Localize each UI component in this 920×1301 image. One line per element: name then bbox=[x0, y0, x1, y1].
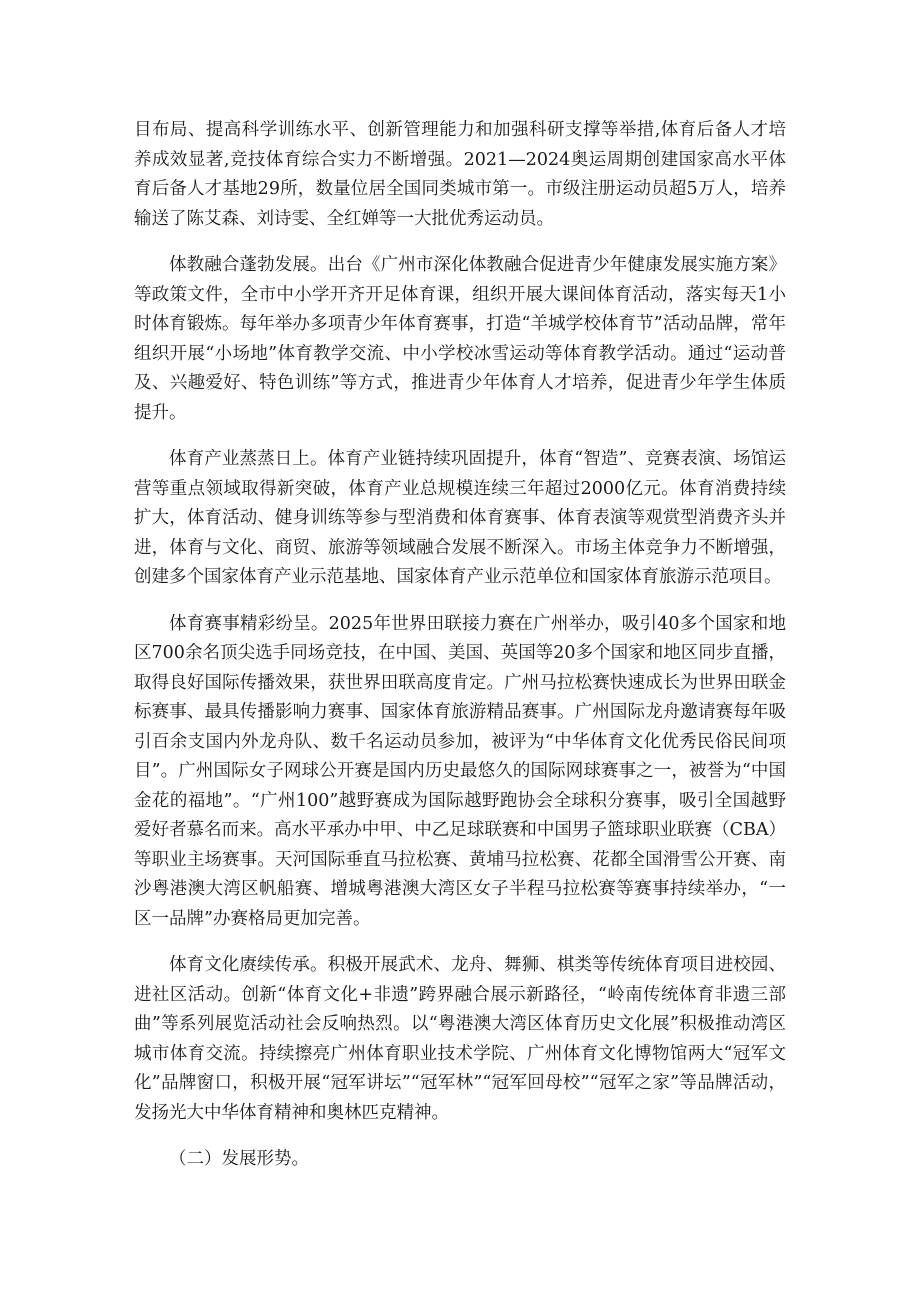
paragraph-athlete-training: 目布局、提高科学训练水平、创新管理能力和加强科研支撑等举措,体育后备人才培养成效显著,竞技体育综合实力不断增强。2021—2024奥运周期创建国家高水平体育后备人才基地29所，数量位居全国同类城市第一。市级注册运动员超5万人，培养输送了陈艾森、刘诗雯、全红婵等一大批优秀运动员。 bbox=[134, 120, 786, 229]
section-heading-development-situation: （二）发展形势。 bbox=[169, 1149, 309, 1169]
document-body bbox=[134, 116, 786, 1192]
paragraph-sports-culture: 体育文化赓续传承。积极开展武术、龙舟、舞狮、棋类等传统体育项目进校园、进社区活动。创新“体育文化+非遗”跨界融合展示新路径，“岭南传统体育非遗三部曲”等系列展览活动社会反响热烈。以“粤港澳大湾区体育历史文化展”积极推动湾区城市体育交流。持续擦亮广州体育职业技术学院、广州体育文化博物馆两大“冠军文化”品牌窗口，积极开展“冠军讲坛”“冠军林”“冠军回母校”“冠军之家”等品牌活动，发扬光大中华体育精神和奥林匹克精神。 bbox=[134, 955, 786, 1123]
paragraph-sports-industry: 体育产业蒸蒸日上。体育产业链持续巩固提升，体育“智造”、竞赛表演、场馆运营等重点领域取得新突破，体育产业总规模连续三年超过2000亿元。体育消费持续扩大，体育活动、健身训练等参与型消费和体育赛事、体育表演等观赏型消费齐头并进，体育与文化、商贸、旅游等领域融合发展不断深入。市场主体竞争力不断增强，创建多个国家体育产业示范基地、国家体育产业示范单位和国家体育旅游示范项目。 bbox=[134, 449, 786, 587]
paragraph-sports-events: 体育赛事精彩纷呈。2025年世界田联接力赛在广州举办，吸引40多个国家和地区700余名顶尖选手同场竞技，在中国、美国、英国等20多个国家和地区同步直播，取得良好国际传播效果，获世界田联高度肯定。广州马拉松赛快速成长为世界田联金标赛事、最具传播影响力赛事、国家体育旅游精品赛事。广州国际龙舟邀请赛每年吸引百余支国内外龙舟队、数千名运动员参加，被评为“中华体育文化优秀民俗民间项目”。广州国际女子网球公开赛是国内历史最悠久的国际网球赛事之一，被誉为“中国金花的福地”。“广州100”越野赛成为国际越野跑协会全球积分赛事，吸引全国越野爱好者慕名而来。高水平承办中甲、中乙足球联赛和中国男子篮球职业联赛（CBA）等职业主场赛事。天河国际垂直马拉松赛、黄埔马拉松赛、花都全国滑雪公开赛、南沙粤港澳大湾区帆船赛、增城粤港澳大湾区女子半程马拉松赛等赛事持续举办，“一区一品牌”办赛格局更加完善。 bbox=[134, 613, 786, 929]
paragraph-sports-education: 体教融合蓬勃发展。出台《广州市深化体教融合促进青少年健康发展实施方案》等政策文件，全市中小学开齐开足体育课，组织开展大课间体育活动，落实每天1小时体育锻炼。每年举办多项青少年体育赛事，打造“羊城学校体育节”活动品牌，常年组织开展“小场地”体育教学交流、中小学校冰雪运动等体育教学活动。通过“运动普及、兴趣爱好、特色训练”等方式，推进青少年体育人才培养，促进青少年学生体质提升。 bbox=[134, 255, 786, 423]
